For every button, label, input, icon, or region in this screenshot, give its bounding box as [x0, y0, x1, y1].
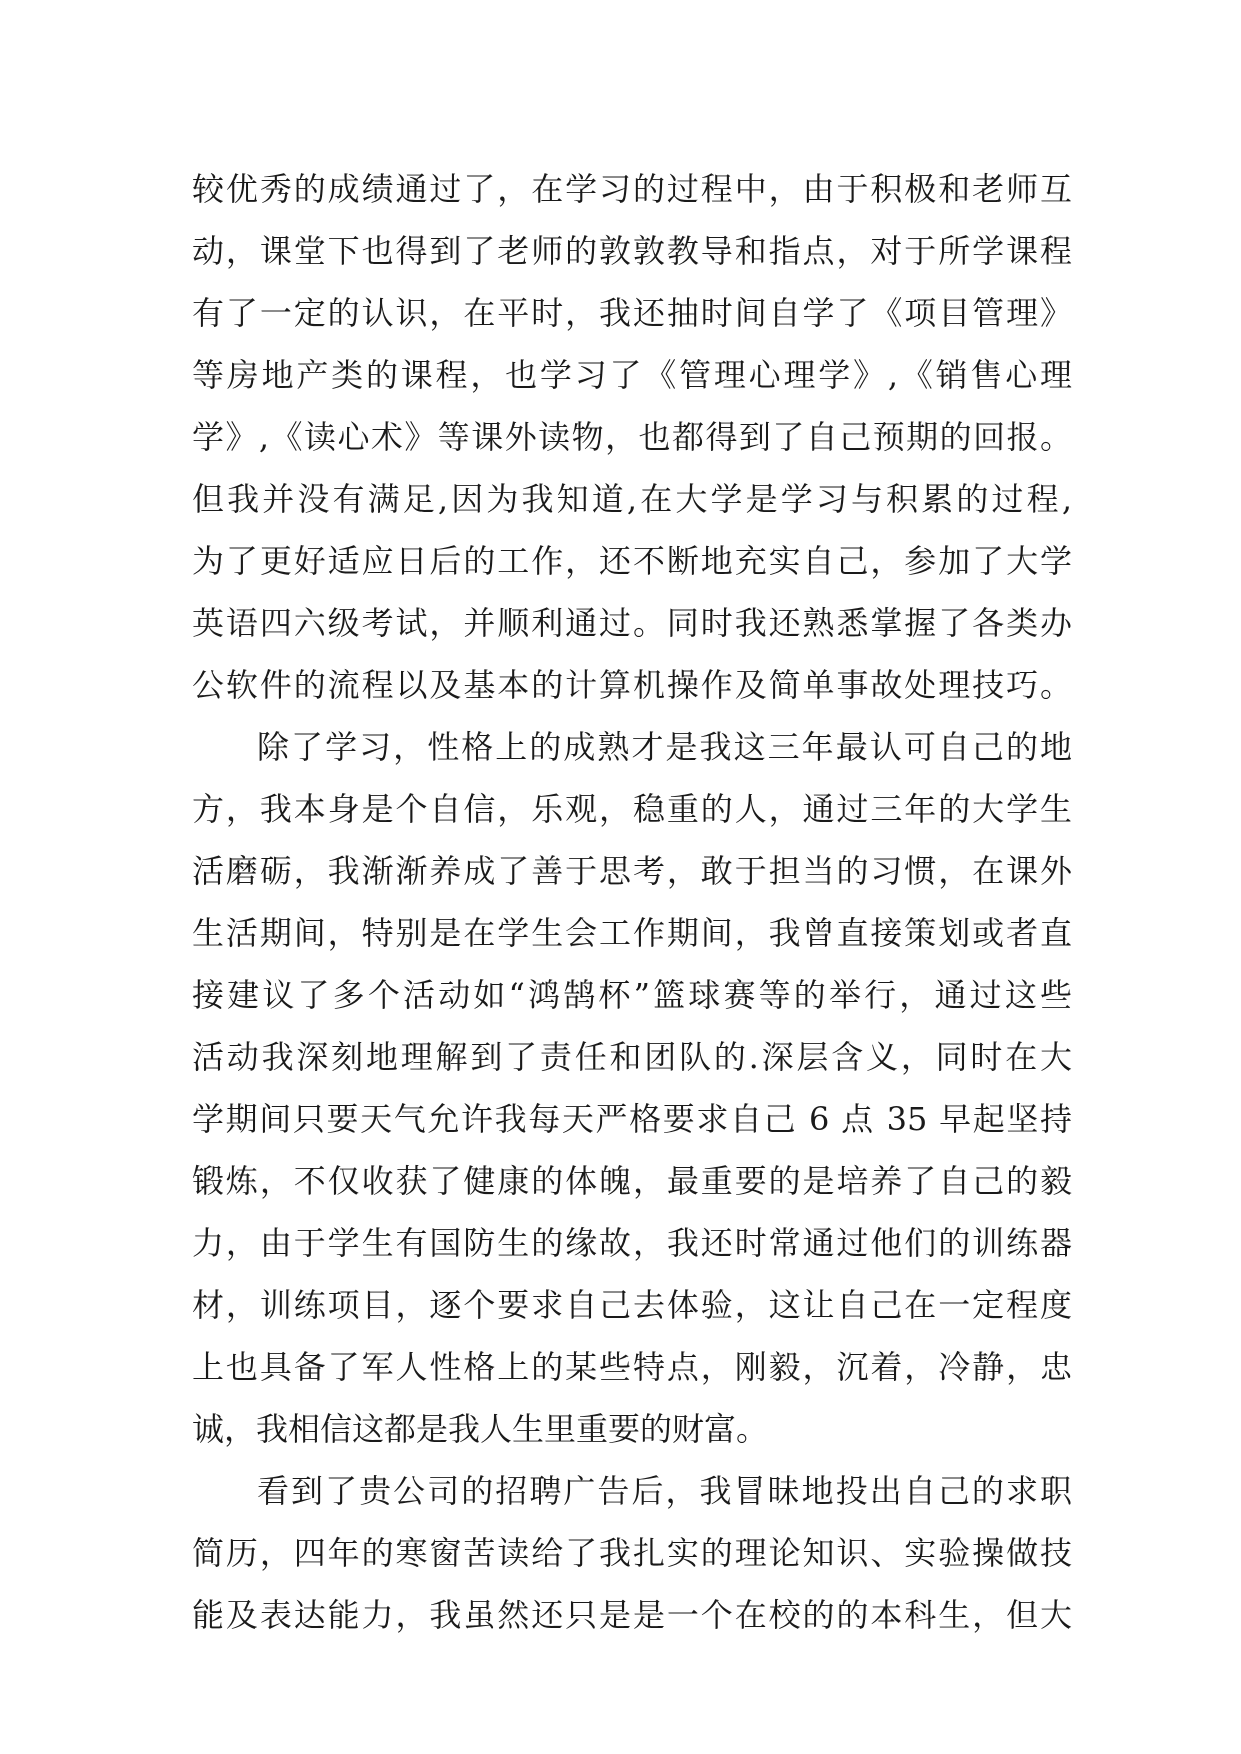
text-line: 学》,《读心术》等课外读物，也都得到了自己预期的回报。 [192, 418, 1072, 456]
text-line: 力，由于学生有国防生的缘故，我还时常通过他们的训练器 [192, 1224, 1072, 1262]
text-line: 动，课堂下也得到了老师的敦敦教导和指点，对于所学课程 [192, 232, 1072, 270]
text-line: 公软件的流程以及基本的计算机操作及简单事故处理技巧。 [192, 666, 1072, 704]
paragraph-1 [192, 158, 1072, 716]
text-line: 活动我深刻地理解到了责任和团队的.深层含义，同时在大 [192, 1038, 1072, 1076]
text-line: 生活期间，特别是在学生会工作期间，我曾直接策划或者直 [192, 914, 1072, 952]
paragraph-2 [192, 716, 1072, 1460]
paragraph-3 [192, 1460, 1072, 1646]
text-line: 看到了贵公司的招聘广告后，我冒昧地投出自己的求职 [257, 1472, 1072, 1510]
text-line: 学期间只要天气允许我每天严格要求自己 6 点 35 早起坚持 [192, 1100, 1072, 1138]
text-line: 除了学习，性格上的成熟才是我这三年最认可自己的地 [257, 728, 1072, 766]
text-line: 接建议了多个活动如“鸿鹄杯”篮球赛等的举行，通过这些 [192, 976, 1072, 1014]
text-line: 简历，四年的寒窗苦读给了我扎实的理论知识、实验操做技 [192, 1534, 1072, 1572]
text-line: 上也具备了军人性格上的某些特点，刚毅，沉着，冷静，忠 [192, 1348, 1072, 1386]
text-line: 为了更好适应日后的工作，还不断地充实自己，参加了大学 [192, 542, 1072, 580]
text-line: 锻炼，不仅收获了健康的体魄，最重要的是培养了自己的毅 [192, 1162, 1072, 1200]
text-line: 较优秀的成绩通过了，在学习的过程中，由于积极和老师互 [192, 170, 1072, 208]
text-line: 诚，我相信这都是我人生里重要的财富。 [192, 1410, 769, 1448]
text-line: 方，我本身是个自信，乐观，稳重的人，通过三年的大学生 [192, 790, 1072, 828]
text-line: 能及表达能力，我虽然还只是是一个在校的的本科生，但大 [192, 1596, 1072, 1634]
text-line: 活磨砺，我渐渐养成了善于思考，敢于担当的习惯，在课外 [192, 852, 1072, 890]
text-line: 但我并没有满足,因为我知道,在大学是学习与积累的过程, [192, 480, 1072, 518]
text-line: 英语四六级考试，并顺利通过。同时我还熟悉掌握了各类办 [192, 604, 1072, 642]
text-line: 有了一定的认识，在平时，我还抽时间自学了《项目管理》 [192, 294, 1072, 332]
text-line: 等房地产类的课程，也学习了《管理心理学》,《销售心理 [192, 356, 1072, 394]
body-text [192, 158, 1072, 1646]
text-line: 材，训练项目，逐个要求自己去体验，这让自己在一定程度 [192, 1286, 1072, 1324]
